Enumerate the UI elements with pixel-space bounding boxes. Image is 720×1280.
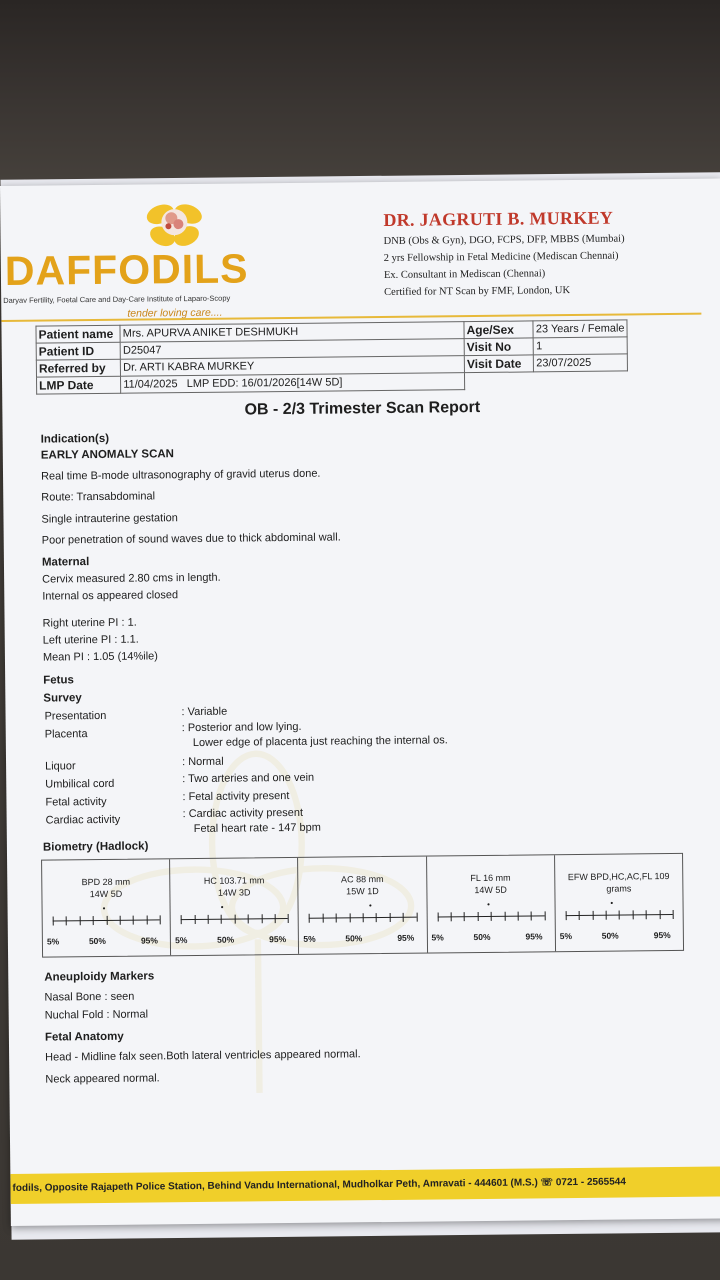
percentile-label: 50% (345, 933, 363, 944)
biometry-gestation: grams (606, 883, 632, 894)
head-finding: Head - Midline falx seen.Both lateral ventricles appeared normal. (45, 1048, 361, 1064)
finding-line-1: Real time B-mode ultrasonography of gravid uterus done. (40, 467, 321, 483)
scale-tick (544, 911, 545, 920)
scale-tick (66, 916, 67, 925)
finding-line-4: Poor penetration of sound waves due to thick abdominal wall. (41, 531, 341, 547)
indication-heading: Indication(s) (40, 432, 110, 446)
percentile-marker: • (102, 903, 106, 913)
scale-tick (288, 914, 289, 923)
age-sex-value: 23 Years / Female (533, 320, 627, 338)
survey-key-fetal-activity: Fetal activity (45, 795, 107, 809)
scale-tick (477, 912, 478, 921)
scale-tick (376, 913, 377, 922)
scale-tick (491, 912, 492, 921)
biometry-gestation: 14W 3D (217, 887, 251, 898)
scale-tick (592, 911, 593, 920)
report-page (0, 178, 720, 1225)
percentile-scale (437, 911, 544, 926)
biometry-label (427, 871, 554, 896)
scale-tick (619, 911, 620, 920)
clinic-logo-text: DAFFODILS (4, 245, 249, 294)
clinic-address-footer: fodils, Opposite Rajapeth Police Station, Behind Vandu International, Mudholkar Peth, Amravati - 444601 (M.S.) ☏ 0721 - 2565544 (10, 1166, 720, 1204)
scale-tick (518, 912, 519, 921)
percentile-marker: • (368, 901, 372, 911)
biometry-gestation: 14W 5D (89, 888, 123, 900)
biometry-cell (555, 854, 683, 951)
survey-value-presentation: : Variable (181, 705, 228, 719)
scale-tick (248, 914, 249, 923)
scale-tick (221, 915, 222, 924)
scale-tick (389, 913, 390, 922)
percentile-marker: • (220, 902, 224, 912)
percentile-label: 5% (303, 933, 316, 944)
doctor-certification: Certified for NT Scan by FMF, London, UK (384, 285, 571, 298)
clinic-tagline: tender loving care.... (127, 306, 223, 320)
scale-tick (160, 915, 161, 924)
survey-value-fetal-activity: : Fetal activity present (182, 790, 290, 804)
patient-name-label: Patient name (36, 325, 120, 343)
scale-tick (146, 915, 147, 924)
patient-name: Mrs. APURVA ANIKET DESHMUKH (120, 322, 464, 343)
percentile-marker: • (487, 899, 491, 909)
scale-tick (363, 913, 364, 922)
scale-tick (437, 912, 438, 921)
percentile-scale (53, 915, 160, 930)
scale-tick (646, 910, 647, 919)
lmp-date-cell (121, 373, 465, 394)
percentile-label: 50% (88, 935, 106, 947)
report-title: OB - 2/3 Trimester Scan Report (244, 398, 481, 419)
scale-tick (565, 911, 566, 920)
patient-id: D25047 (120, 339, 464, 360)
patient-info-table (35, 319, 628, 394)
percentile-label: 95% (525, 931, 543, 942)
maternal-line-3: Right uterine PI : 1. (42, 616, 137, 630)
percentile-label: 95% (140, 935, 158, 946)
visit-no-value: 1 (533, 337, 627, 355)
scale-tick (194, 915, 195, 924)
scale-tick (531, 911, 532, 920)
percentile-label: 5% (46, 936, 60, 947)
percentile-label: 95% (653, 930, 671, 941)
survey-value-cardiac-activity: : Cardiac activity present (182, 806, 304, 821)
scale-tick (106, 916, 107, 925)
nasal-bone-finding: Nasal Bone : seen (44, 990, 135, 1004)
nuchal-fold-finding: Nuchal Fold : Normal (44, 1008, 149, 1022)
biometry-label (299, 873, 426, 898)
maternal-line-1: Cervix measured 2.80 cms in length. (42, 571, 221, 586)
survey-value-liquor: : Normal (181, 755, 224, 769)
biometry-measurement: AC 88 mm (340, 874, 384, 885)
fetal-anatomy-heading: Fetal Anatomy (44, 1030, 124, 1044)
percentile-label: 5% (431, 932, 444, 943)
empty-cell (465, 371, 628, 390)
scale-tick (53, 916, 54, 925)
maternal-line-5: Mean PI : 1.05 (14%ile) (42, 650, 158, 664)
survey-value-heart-rate: Fetal heart rate - 147 bpm (193, 821, 321, 836)
biometry-cell (170, 858, 299, 955)
percentile-label: 5% (175, 935, 188, 946)
biometry-measurement: BPD 28 mm (81, 876, 131, 888)
percentile-marker: • (610, 898, 614, 908)
scale-tick (403, 913, 404, 922)
biometry-label (42, 875, 169, 900)
patient-id-label: Patient ID (36, 342, 120, 360)
scale-tick (79, 916, 80, 925)
scale-tick (234, 915, 235, 924)
scale-tick (275, 914, 276, 923)
survey-heading: Survey (43, 692, 82, 705)
percentile-label: 5% (559, 931, 573, 942)
percentile-label: 50% (601, 930, 619, 941)
scale-tick (451, 912, 452, 921)
visit-date-value: 23/07/2025 (534, 354, 628, 372)
scale-tick (322, 914, 323, 923)
finding-line-3: Single intrauterine gestation (41, 512, 178, 526)
maternal-heading: Maternal (41, 556, 90, 569)
biometry-measurement: EFW BPD,HC,AC,FL 109 (567, 871, 670, 883)
doctor-name: DR. JAGRUTI B. MURKEY (383, 207, 614, 230)
scale-tick (504, 912, 505, 921)
survey-key-umbilical-cord: Umbilical cord (45, 777, 115, 791)
fetus-heading: Fetus (43, 674, 74, 687)
survey-key-presentation: Presentation (44, 709, 107, 723)
percentile-scale (309, 913, 416, 928)
lmp-date-value: 11/04/2025 (123, 378, 178, 391)
biometry-cell (427, 855, 556, 952)
survey-key-placenta: Placenta (44, 728, 88, 741)
scale-tick (632, 910, 633, 919)
indication-value: EARLY ANOMALY SCAN (40, 448, 175, 462)
age-sex-label: Age/Sex (464, 321, 533, 339)
referred-by-value: Dr. ARTI KABRA MURKEY (121, 356, 465, 377)
percentile-scale (181, 914, 288, 929)
percentile-label: 95% (397, 932, 415, 943)
aneuploidy-heading: Aneuploidy Markers (44, 970, 155, 984)
doctor-fellowship: 2 yrs Fellowship in Fetal Medicine (Mediscan Chennai) (383, 250, 619, 264)
scale-tick (349, 913, 350, 922)
biometry-heading: Biometry (Hadlock) (42, 840, 149, 854)
biometry-label (555, 870, 682, 895)
biometry-label (170, 874, 297, 899)
referred-by-label: Referred by (36, 359, 120, 377)
scale-tick (416, 913, 417, 922)
percentile-label: 95% (269, 934, 287, 945)
scale-tick (659, 910, 660, 919)
scale-tick (309, 914, 310, 923)
scale-tick (261, 914, 262, 923)
scale-tick (181, 915, 182, 924)
scale-tick (120, 916, 121, 925)
scale-tick (606, 911, 607, 920)
scale-tick (133, 916, 134, 925)
scale-tick (579, 911, 580, 920)
percentile-label: 50% (217, 934, 235, 945)
visit-date-label: Visit Date (464, 355, 533, 373)
biometry-gestation: 15W 1D (346, 886, 379, 897)
survey-value-umbilical-cord: : Two arteries and one vein (182, 771, 315, 786)
scale-tick (673, 910, 674, 919)
biometry-gestation: 14W 5D (474, 884, 507, 896)
scale-tick (208, 915, 209, 924)
survey-value-placenta-2: Lower edge of placenta just reaching the internal os. (192, 734, 448, 750)
visit-no-label: Visit No (464, 338, 533, 356)
biometry-measurement: HC 103.71 mm (203, 875, 265, 886)
scale-tick (336, 914, 337, 923)
doctor-consultant: Ex. Consultant in Mediscan (Chennai) (383, 268, 546, 281)
biometry-cell (298, 857, 427, 954)
finding-line-2: Route: Transabdominal (41, 490, 156, 504)
biometry-table (41, 853, 684, 958)
survey-value-placenta: : Posterior and low lying. (181, 720, 302, 735)
clinic-subtitle: Daryav Fertility, Foetal Care and Day-Care Institute of Laparo-Scopy (3, 293, 231, 305)
lmp-date-label: LMP Date (37, 376, 121, 394)
survey-key-liquor: Liquor (45, 760, 76, 773)
biometry-measurement: FL 16 mm (470, 872, 511, 884)
survey-key-cardiac-activity: Cardiac activity (45, 813, 121, 827)
scale-tick (464, 912, 465, 921)
percentile-scale (565, 910, 672, 925)
scale-tick (93, 916, 94, 925)
neck-finding: Neck appeared normal. (45, 1072, 160, 1086)
maternal-line-2: Internal os appeared closed (42, 589, 179, 603)
doctor-qualifications: DNB (Obs & Gyn), DGO, FCPS, DFP, MBBS (Mumbai) (383, 233, 625, 247)
percentile-label: 50% (473, 931, 491, 943)
lmp-edd-value: LMP EDD: 16/01/2026[14W 5D] (186, 376, 343, 391)
biometry-cell (42, 859, 171, 956)
maternal-line-4: Left uterine PI : 1.1. (42, 633, 139, 647)
